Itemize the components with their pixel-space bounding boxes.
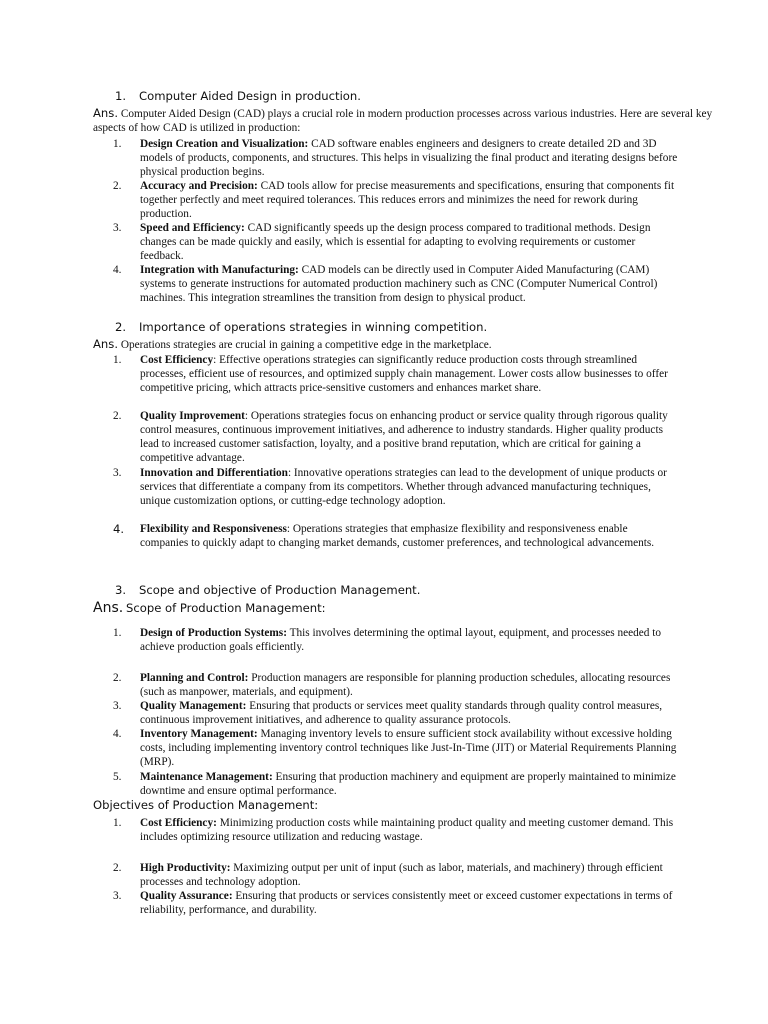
list-item: 4. Integration with Manufacturing: CAD models can be directly used in Computer Aided Manufacturing (CAM) systems to generate instructions for automated production machinery such as CNC (Computer Numerical Control) machines. This integration streamlines the transition from design to physical product. (113, 264, 658, 304)
section-heading-1: 1. Computer Aided Design in production. (115, 89, 361, 103)
ans-label: Ans. (93, 106, 119, 120)
section-heading-2: 2. Importance of operations strategies in winning competition. (115, 320, 488, 334)
ans-label: Ans. (93, 337, 119, 351)
list-item: 5. Maintenance Management: Ensuring that production machinery and equipment are properly maintained to minimize downtime and ensure optimal performance. (113, 771, 676, 797)
section-intro-2: Ans. Operations strategies are crucial in gaining a competitive edge in the marketplace. (93, 337, 492, 351)
list-item: 3. Speed and Efficiency: CAD significantly speeds up the design process compared to traditional methods. Design changes can be made quickly and easily, which is essential for adapting to evolving requirements or customer feedback. (113, 222, 651, 262)
list-item: 2. Quality Improvement: Operations strategies focus on enhancing product or service quality through rigorous quality control measures, continuous improvement initiatives, and adherence to industry standards. Higher quality products lead to increased customer satisfaction, loyalty, and a positive brand reputation, which are critical for gaining a competitive advantage. (113, 410, 668, 464)
list-item: 3. Quality Management: Ensuring that products or services meet quality standards through quality control measures, continuous improvement initiatives, and adherence to quality assurance protocols. (113, 700, 663, 726)
list-item: 2. Planning and Control: Production managers are responsible for planning production schedules, allocating resources (such as manpower, materials, and equipment). (113, 672, 671, 698)
section-intro-1: Ans. Computer Aided Design (CAD) plays a crucial role in modern production processes across various industries. Here are several key aspects of how CAD is utilized in production: (93, 106, 713, 134)
list-item: 1. Design of Production Systems: This involves determining the optimal layout, equipment, and processes needed to achieve production goals efficiently. (113, 627, 662, 653)
list-item: 2. Accuracy and Precision: CAD tools allow for precise measurements and specifications, ensuring that components fit together perfectly and meet required tolerances. This reduces errors and minimizes the need for rework during production. (113, 180, 675, 220)
list-item: 3. Innovation and Differentiation: Innovative operations strategies can lead to the development of unique products or services that differentiate a company from its competitors. Whether through advanced manufacturing techniques, unique customization options, or cutting-edge technology adoption. (113, 467, 667, 507)
list-item: 4. Inventory Management: Managing inventory levels to ensure sufficient stock availability without excessive holding costs, including implementing inventory control techniques like Just-In-Time (JIT) or Material Requirements Planning (MRP). (113, 728, 677, 768)
list-item: 1. Design Creation and Visualization: CAD software enables engineers and designers to create detailed 2D and 3D models of products, components, and structures. This helps in visualizing the final product and iterating designs before physical production begins. (113, 138, 678, 178)
list-item: 3. Quality Assurance: Ensuring that products or services consistently meet or exceed customer expectations in terms of reliability, performance, and durability. (113, 890, 673, 916)
list-item: 2. High Productivity: Maximizing output per unit of input (such as labor, materials, and machinery) through efficient processes and technology adoption. (113, 862, 663, 888)
ans-label: Ans. (93, 600, 124, 616)
objectives-heading: Objectives of Production Management: (93, 798, 319, 812)
scope-heading: Ans. Scope of Production Management: (93, 600, 326, 616)
section-heading-3: 3. Scope and objective of Production Management. (115, 583, 421, 597)
list-item: 1. Cost Efficiency: Effective operations strategies can significantly reduce production costs through streamlined processes, efficient use of resources, and optimized supply chain management. Lower costs allow businesses to offer competitive pricing, which attracts price-sensitive customers and enhances market share. (113, 354, 668, 394)
list-item: 1. Cost Efficiency: Minimizing production costs while maintaining product quality and meeting customer demand. This includes optimizing resource utilization and reducing wastage. (113, 817, 674, 843)
list-item: 4. Flexibility and Responsiveness: Operations strategies that emphasize flexibility and responsiveness enable companies to quickly adapt to changing market demands, customer preferences, and technological advancements. (113, 522, 655, 549)
